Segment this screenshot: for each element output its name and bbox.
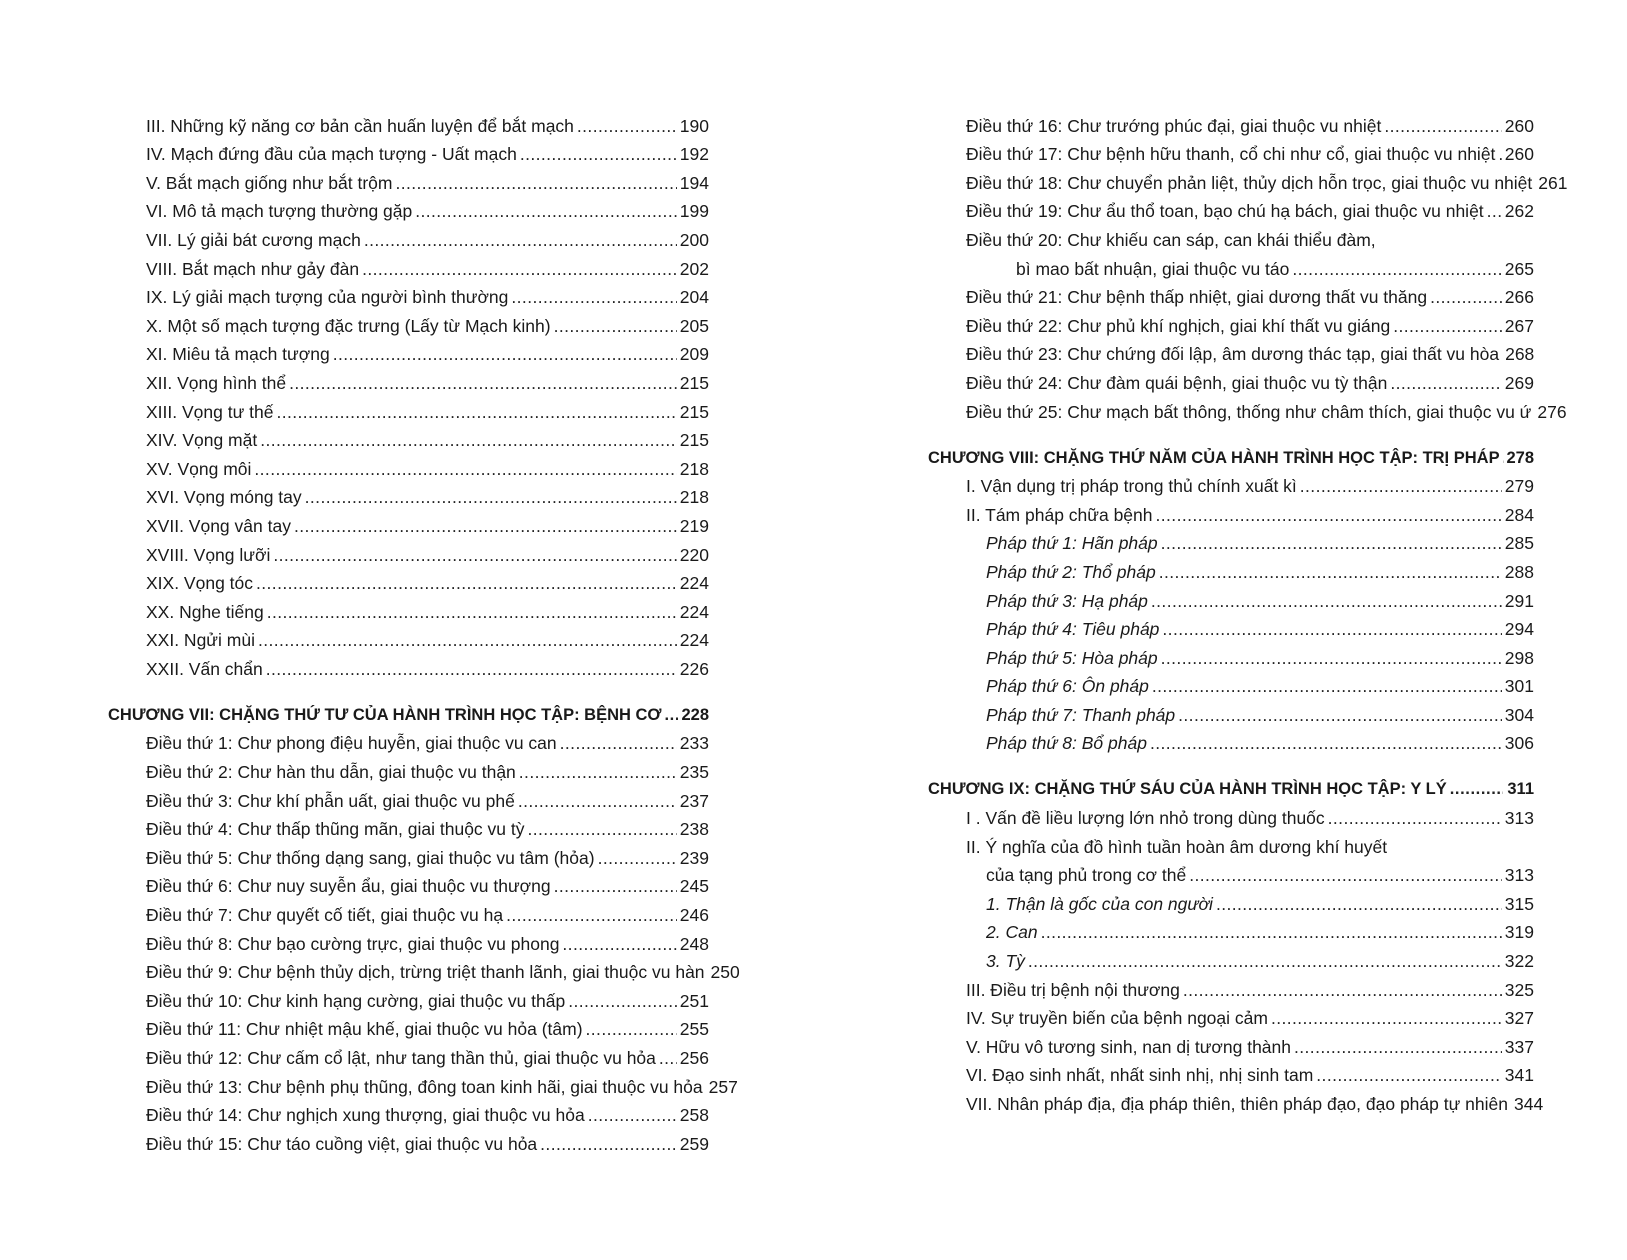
toc-entry	[928, 1029, 1534, 1058]
toc-entry	[108, 1098, 709, 1127]
toc-dot-leader	[511, 286, 676, 308]
toc-entry	[108, 194, 709, 223]
toc-dot-leader	[1384, 115, 1501, 137]
toc-page-number: 313	[1504, 865, 1534, 886]
toc-dot-leader	[254, 458, 676, 480]
toc-entry	[108, 337, 709, 366]
toc-entry	[108, 1040, 709, 1069]
toc-entry	[108, 137, 709, 166]
toc-entry-title: VII. Lý giải bát cương mạch	[146, 229, 361, 250]
toc-entry	[108, 869, 709, 898]
toc-entry	[928, 697, 1534, 726]
toc-page-number: 294	[1504, 619, 1534, 640]
toc-entry	[108, 1069, 738, 1098]
toc-page-number: 205	[679, 315, 709, 336]
toc-page-number: 239	[679, 847, 709, 868]
toc-page-number: 301	[1504, 676, 1534, 697]
toc-entry-title: XVI. Vọng móng tay	[146, 487, 302, 508]
toc-entry	[108, 251, 709, 280]
toc-page-number: 261	[1538, 172, 1568, 193]
toc-page-number: 306	[1504, 733, 1534, 754]
toc-entry-title: XII. Vọng hình thể	[146, 372, 287, 393]
toc-entry	[108, 840, 709, 869]
toc-entry-title: VI. Đạo sinh nhất, nhất sinh nhị, nhị sinh tam	[966, 1065, 1314, 1086]
toc-entry-title: Điều thứ 25: Chư mạch bất thông, thống như châm thích, giai thuộc vu ứ	[966, 401, 1532, 422]
toc-dot-leader	[577, 115, 677, 137]
toc-entry	[108, 508, 709, 537]
toc-entry-title: CHƯƠNG IX: CHẶNG THỨ SÁU CỦA HÀNH TRÌNH HỌC TẬP: Y LÝ	[928, 780, 1447, 799]
toc-page-number: 259	[679, 1133, 709, 1154]
toc-page-number: 209	[679, 344, 709, 365]
toc-entry-title: VIII. Bắt mạch như gảy đàn	[146, 258, 360, 279]
toc-entry-title: CHƯƠNG VIII: CHẶNG THỨ NĂM CỦA HÀNH TRÌNH HỌC TẬP: TRỊ PHÁP	[928, 448, 1500, 467]
toc-page-number: 266	[1504, 287, 1534, 308]
toc-entry-title: Điều thứ 1: Chư phong điệu huyễn, giai thuộc vu can	[146, 733, 557, 754]
toc-entry-title: Điều thứ 12: Chư cấm cổ lật, như tang thần thủ, giai thuộc vu hỏa	[146, 1048, 656, 1068]
toc-dot-leader	[568, 990, 677, 1012]
toc-page-number: 220	[679, 544, 709, 565]
toc-page-number: 315	[1504, 893, 1534, 914]
toc-entry	[928, 583, 1534, 612]
toc-entry-title: XIX. Vọng tóc	[146, 573, 254, 594]
toc-entry-title: Điều thứ 20: Chư khiếu can sáp, can khái thiểu đàm,	[966, 229, 1376, 250]
toc-dot-leader	[1189, 864, 1502, 886]
toc-page-number: 260	[1504, 144, 1534, 165]
toc-entry-title: Pháp thứ 6: Ôn pháp	[986, 676, 1149, 697]
toc-page-number: 278	[1506, 448, 1534, 467]
toc-entry	[108, 566, 709, 595]
toc-entry-title: Điều thứ 21: Chư bệnh thấp nhiệt, giai dương thất vu thăng	[966, 287, 1428, 308]
toc-dot-leader	[1390, 372, 1501, 394]
toc-page-number: 313	[1504, 808, 1534, 829]
toc-dot-leader	[540, 1133, 677, 1155]
toc-entry	[108, 280, 709, 309]
toc-page-number: 311	[1507, 780, 1534, 799]
toc-entry	[928, 669, 1534, 698]
toc-entry-title: Điều thứ 15: Chư táo cuồng việt, giai thuộc vu hỏa	[146, 1133, 538, 1154]
toc-entry	[928, 337, 1534, 366]
toc-dot-leader	[506, 904, 677, 926]
toc-entry-title: IV. Sự truyền biến của bệnh ngoại cảm	[966, 1008, 1268, 1029]
toc-entry	[108, 726, 709, 755]
toc-dot-leader	[1161, 647, 1502, 669]
toc-dot-leader	[333, 343, 677, 365]
toc-page-number: 288	[1504, 561, 1534, 582]
toc-entry-title: XI. Miêu tả mạch tượng	[146, 344, 330, 365]
toc-page-number: 218	[679, 487, 709, 508]
toc-entry	[928, 394, 1567, 423]
toc-entry	[928, 251, 1534, 280]
toc-dot-leader	[528, 818, 677, 840]
toc-entry	[108, 897, 709, 926]
toc-dot-leader	[1150, 732, 1502, 754]
toc-dot-leader	[396, 172, 677, 194]
toc-dot-leader	[554, 315, 677, 337]
toc-dot-leader	[305, 486, 677, 508]
toc-entry	[928, 365, 1534, 394]
toc-entry-title: Điều thứ 10: Chư kinh hạng cường, giai thuộc vu thấp	[146, 990, 566, 1011]
toc-dot-leader	[258, 629, 677, 651]
toc-entry	[928, 726, 1534, 755]
toc-entry-title: Điều thứ 5: Chư thống dạng sang, giai thuộc vu tâm (hỏa)	[146, 847, 595, 868]
toc-entry	[928, 1086, 1544, 1115]
toc-page-number: 325	[1504, 979, 1534, 1000]
toc-entry	[108, 955, 740, 984]
toc-entry-title: Điều thứ 16: Chư trướng phúc đại, giai thuộc vu nhiệt	[966, 115, 1382, 136]
toc-entry-title: CHƯƠNG VII: CHẶNG THỨ TƯ CỦA HÀNH TRÌNH HỌC TẬP: BỆNH CƠ	[108, 705, 662, 724]
toc-entry	[108, 480, 709, 509]
toc-entry	[928, 194, 1534, 223]
toc-entry-title: Điều thứ 13: Chư bệnh phụ thũng, đông toan kinh hãi, giai thuộc vu hỏa	[146, 1076, 703, 1097]
toc-page-number: 245	[679, 876, 709, 897]
toc-page-number: 304	[1504, 704, 1534, 725]
toc-page-number: 276	[1537, 401, 1567, 422]
toc-dot-leader	[1156, 504, 1502, 526]
toc-page-number: 267	[1504, 315, 1534, 336]
toc-dot-leader	[520, 143, 677, 165]
toc-entry-title: II. Tám pháp chữa bệnh	[966, 504, 1153, 525]
toc-entry-title: Điều thứ 9: Chư bệnh thủy dịch, trừng triệt thanh lãnh, giai thuộc vu hàn	[146, 962, 705, 983]
toc-entry	[108, 1126, 709, 1155]
toc-entry	[108, 1012, 709, 1041]
toc-entry	[108, 394, 709, 423]
toc-entry	[928, 222, 1534, 251]
toc-entry	[928, 612, 1534, 641]
toc-page-number: 284	[1504, 504, 1534, 525]
toc-page-number: 258	[679, 1105, 709, 1126]
toc-page-number: 262	[1504, 201, 1534, 222]
toc-entry	[928, 1058, 1534, 1087]
toc-entry-title: XVII. Vọng vân tay	[146, 515, 291, 536]
toc-entry-title: Pháp thứ 5: Hòa pháp	[986, 647, 1158, 668]
toc-page-number: 269	[1504, 372, 1534, 393]
toc-entry-title: I. Vận dụng trị pháp trong thủ chính xuất kì	[966, 476, 1297, 497]
toc-dot-leader	[554, 875, 677, 897]
toc-entry	[108, 594, 709, 623]
toc-entry	[108, 783, 709, 812]
toc-entry	[928, 554, 1534, 583]
toc-entry	[108, 165, 709, 194]
toc-entry	[928, 640, 1534, 669]
toc-dot-leader	[260, 429, 677, 451]
toc-dot-leader	[1041, 921, 1502, 943]
toc-entry-title: Điều thứ 18: Chư chuyển phản liệt, thủy dịch hỗn trọc, giai thuộc vu nhiệt	[966, 172, 1533, 193]
toc-entry-title: bì mao bất nhuận, giai thuộc vu táo	[1016, 258, 1290, 279]
toc-page-number: 202	[679, 258, 709, 279]
toc-dot-leader	[1178, 704, 1502, 726]
toc-dot-leader	[659, 1047, 677, 1069]
toc-entry-title: Điều thứ 2: Chư hàn thu dẫn, giai thuộc vu thận	[146, 762, 516, 783]
toc-page-number: 226	[679, 658, 709, 679]
toc-entry	[928, 943, 1534, 972]
toc-page-number: 224	[679, 601, 709, 622]
toc-entry-title: IV. Mạch đứng đầu của mạch tượng - Uất mạch	[146, 144, 517, 165]
toc-entry	[108, 926, 709, 955]
toc-entry-title: của tạng phủ trong cơ thể	[986, 865, 1187, 886]
toc-page-number: 298	[1504, 647, 1534, 668]
toc-page-number: 260	[1504, 115, 1534, 136]
toc-page-number: 279	[1504, 476, 1534, 497]
toc-dot-leader	[586, 1018, 677, 1040]
toc-dot-leader	[562, 933, 676, 955]
toc-left-column	[108, 108, 740, 1155]
toc-entry	[928, 280, 1534, 309]
toc-page-number: 251	[679, 990, 709, 1011]
toc-entry-title: Điều thứ 3: Chư khí phẫn uất, giai thuộc vu phế	[146, 790, 515, 811]
toc-entry-title: IX. Lý giải mạch tượng của người bình thường	[146, 287, 509, 308]
toc-page-number: 250	[710, 962, 740, 983]
toc-dot-leader	[1216, 893, 1502, 915]
toc-page-number: 224	[679, 630, 709, 651]
toc-page-number: 219	[679, 515, 709, 536]
toc-entry	[108, 108, 709, 137]
toc-entry	[108, 983, 709, 1012]
toc-entry-title: III. Điều trị bệnh nội thương	[966, 979, 1180, 1000]
toc-page-number: 224	[679, 573, 709, 594]
toc-page-number: 285	[1504, 533, 1534, 554]
toc-entry-title: Điều thứ 22: Chư phủ khí nghịch, giai khí thất vu giáng	[966, 315, 1391, 336]
toc-entry	[108, 451, 709, 480]
toc-entry-title: Điều thứ 7: Chư quyết cố tiết, giai thuộc vu hạ	[146, 905, 504, 926]
toc-entry	[928, 108, 1534, 137]
toc-entry	[928, 165, 1568, 194]
toc-dot-leader	[289, 372, 677, 394]
toc-entry-title: Pháp thứ 4: Tiêu pháp	[986, 619, 1160, 640]
toc-entry	[928, 829, 1534, 858]
toc-page-number: 215	[679, 430, 709, 451]
toc-dot-leader	[560, 732, 677, 754]
toc-page-number: 256	[679, 1048, 709, 1068]
toc-entry-title: XXI. Ngửi mùi	[146, 630, 255, 651]
toc-page-number: 337	[1504, 1036, 1534, 1057]
toc-dot-leader	[1292, 258, 1501, 280]
toc-entry-title: Điều thứ 4: Chư thấp thũng mãn, giai thuộc vu tỳ	[146, 819, 525, 840]
toc-page-number: 248	[679, 933, 709, 954]
toc-dot-leader	[1498, 143, 1501, 165]
toc-entry	[108, 623, 709, 652]
toc-dot-leader	[1151, 590, 1502, 612]
toc-dot-leader	[598, 847, 677, 869]
toc-entry	[928, 137, 1534, 166]
toc-entry-title: Pháp thứ 8: Bổ pháp	[986, 733, 1147, 754]
toc-page-number: 228	[681, 705, 709, 724]
toc-chapter-heading	[928, 439, 1534, 469]
toc-dot-leader	[267, 601, 677, 623]
toc-entry	[108, 754, 709, 783]
toc-entry-title: Điều thứ 24: Chư đàm quái bệnh, giai thuộc vu tỳ thận	[966, 372, 1388, 393]
toc-entry	[928, 1001, 1534, 1030]
toc-dot-leader	[266, 658, 677, 680]
toc-right-column	[928, 108, 1568, 1115]
toc-dot-leader	[1294, 1036, 1502, 1058]
toc-dot-leader	[1487, 200, 1502, 222]
toc-entry-title: Pháp thứ 7: Thanh pháp	[986, 704, 1176, 725]
toc-page-number: 215	[679, 372, 709, 393]
toc-dot-leader	[364, 229, 677, 251]
toc-page-number: 327	[1504, 1008, 1534, 1029]
toc-entry-title: VII. Nhân pháp địa, địa pháp thiên, thiên pháp đạo, đạo pháp tự nhiên	[966, 1094, 1509, 1114]
toc-entry-title: 2. Can	[986, 922, 1038, 943]
toc-entry-title: X. Một số mạch tượng đặc trưng (Lấy từ Mạch kinh)	[146, 315, 551, 336]
toc-page-number: 218	[679, 458, 709, 479]
toc-page-number: 192	[679, 144, 709, 165]
toc-entry-title: Điều thứ 8: Chư bạo cường trực, giai thuộc vu phong	[146, 933, 560, 954]
toc-dot-leader	[1152, 675, 1502, 697]
toc-entry-title: Điều thứ 17: Chư bệnh hữu thanh, cổ chi như cổ, giai thuộc vu nhiệt	[966, 144, 1496, 165]
toc-entry-title: V. Bắt mạch giống như bắt trộm	[146, 172, 393, 193]
toc-page-number: 199	[679, 201, 709, 222]
toc-entry	[928, 308, 1534, 337]
toc-entry-title: 3. Tỳ	[986, 951, 1025, 972]
toc-entry	[928, 886, 1534, 915]
toc-page-number: 255	[679, 1019, 709, 1040]
toc-entry-title: Điều thứ 23: Chư chứng đối lập, âm dương thác tạp, giai thất vu hòa	[966, 344, 1500, 365]
toc-dot-leader	[588, 1104, 677, 1126]
toc-dot-leader	[362, 258, 677, 280]
toc-page-number: 319	[1504, 922, 1534, 943]
toc-page-number: 344	[1514, 1094, 1544, 1114]
toc-entry	[108, 423, 709, 452]
toc-entry	[108, 812, 709, 841]
toc-dot-leader	[1028, 950, 1502, 972]
toc-entry	[108, 365, 709, 394]
toc-entry	[108, 651, 709, 680]
toc-dot-leader	[1300, 475, 1502, 497]
toc-page-number: 268	[1505, 344, 1535, 365]
toc-entry-title: V. Hữu vô tương sinh, nan dị tương thành	[966, 1036, 1292, 1057]
toc-entry-title: VI. Mô tả mạch tượng thường gặp	[146, 201, 413, 222]
toc-entry-title: Pháp thứ 1: Hãn pháp	[986, 533, 1158, 554]
toc-entry-title: Điều thứ 6: Chư nuy suyễn ẩu, giai thuộc vu thượng	[146, 876, 551, 897]
toc-dot-leader	[519, 761, 677, 783]
toc-page-number: 194	[679, 172, 709, 193]
toc-entry	[928, 915, 1534, 944]
toc-dot-leader	[665, 704, 679, 726]
toc-entry	[928, 497, 1534, 526]
toc-dot-leader	[518, 790, 677, 812]
toc-entry-title: Điều thứ 11: Chư nhiệt mậu khế, giai thuộc vu hỏa (tâm)	[146, 1019, 583, 1040]
toc-dot-leader	[1316, 1064, 1502, 1086]
toc-page-number: 341	[1504, 1065, 1534, 1086]
toc-entry	[108, 222, 709, 251]
toc-entry-title: I . Vấn đề liều lượng lớn nhỏ trong dùng thuốc	[966, 808, 1325, 829]
toc-dot-leader	[1161, 532, 1502, 554]
toc-dot-leader	[1271, 1007, 1502, 1029]
toc-entry-title: XIV. Vọng mặt	[146, 430, 258, 451]
toc-dot-leader	[1159, 561, 1502, 583]
toc-entry-title: XV. Vọng môi	[146, 458, 252, 479]
toc-entry-title: III. Những kỹ năng cơ bản cần huấn luyện để bắt mạch	[146, 115, 574, 136]
toc-entry	[928, 972, 1534, 1001]
toc-entry	[928, 800, 1534, 829]
toc-page-number: 238	[679, 819, 709, 840]
toc-entry-title: 1. Thận là gốc của con người	[986, 893, 1213, 914]
toc-dot-leader	[1430, 286, 1502, 308]
toc-entry-title: XXII. Vấn chẩn	[146, 658, 263, 679]
toc-page-number: 246	[679, 905, 709, 926]
toc-chapter-heading	[108, 696, 709, 726]
toc-dot-leader	[1450, 778, 1503, 800]
toc-page-number: 291	[1504, 590, 1534, 611]
toc-dot-leader	[1162, 618, 1501, 640]
toc-entry-title: Pháp thứ 3: Hạ pháp	[986, 590, 1148, 611]
toc-entry-title: XX. Nghe tiếng	[146, 601, 264, 622]
toc-entry	[928, 858, 1534, 887]
toc-page-number: 200	[679, 229, 709, 250]
toc-entry-title: XVIII. Vọng lưỡi	[146, 544, 271, 565]
toc-entry-title: Điều thứ 19: Chư ẩu thổ toan, bạo chú hạ bách, giai thuộc vu nhiệt	[966, 201, 1484, 222]
toc-entry	[928, 469, 1534, 498]
toc-page-number: 190	[679, 115, 709, 136]
toc-entry	[108, 537, 709, 566]
toc-dot-leader	[276, 401, 676, 423]
toc-page-number: 235	[679, 762, 709, 783]
toc-entry	[928, 526, 1534, 555]
toc-entry-title: Điều thứ 14: Chư nghịch xung thượng, giai thuộc vu hỏa	[146, 1105, 585, 1126]
toc-dot-leader	[256, 572, 677, 594]
toc-page-number: 257	[708, 1076, 738, 1097]
toc-dot-leader	[415, 200, 677, 222]
toc-entry	[108, 308, 709, 337]
toc-page-number: 237	[679, 790, 709, 811]
toc-page-number: 233	[679, 733, 709, 754]
toc-page-number: 322	[1504, 951, 1534, 972]
toc-entry-title: XIII. Vọng tư thế	[146, 401, 274, 422]
toc-dot-leader	[294, 515, 677, 537]
toc-page-number: 215	[679, 401, 709, 422]
toc-dot-leader	[1183, 979, 1502, 1001]
toc-page-number: 204	[679, 287, 709, 308]
toc-entry-title: Pháp thứ 2: Thổ pháp	[986, 561, 1156, 582]
toc-dot-leader	[273, 544, 676, 566]
toc-dot-leader	[1328, 807, 1502, 829]
toc-dot-leader	[1393, 315, 1502, 337]
toc-page-number: 265	[1504, 258, 1534, 279]
toc-entry-title: II. Ý nghĩa của đồ hình tuần hoàn âm dương khí huyết	[966, 836, 1388, 857]
toc-chapter-heading	[928, 770, 1534, 800]
